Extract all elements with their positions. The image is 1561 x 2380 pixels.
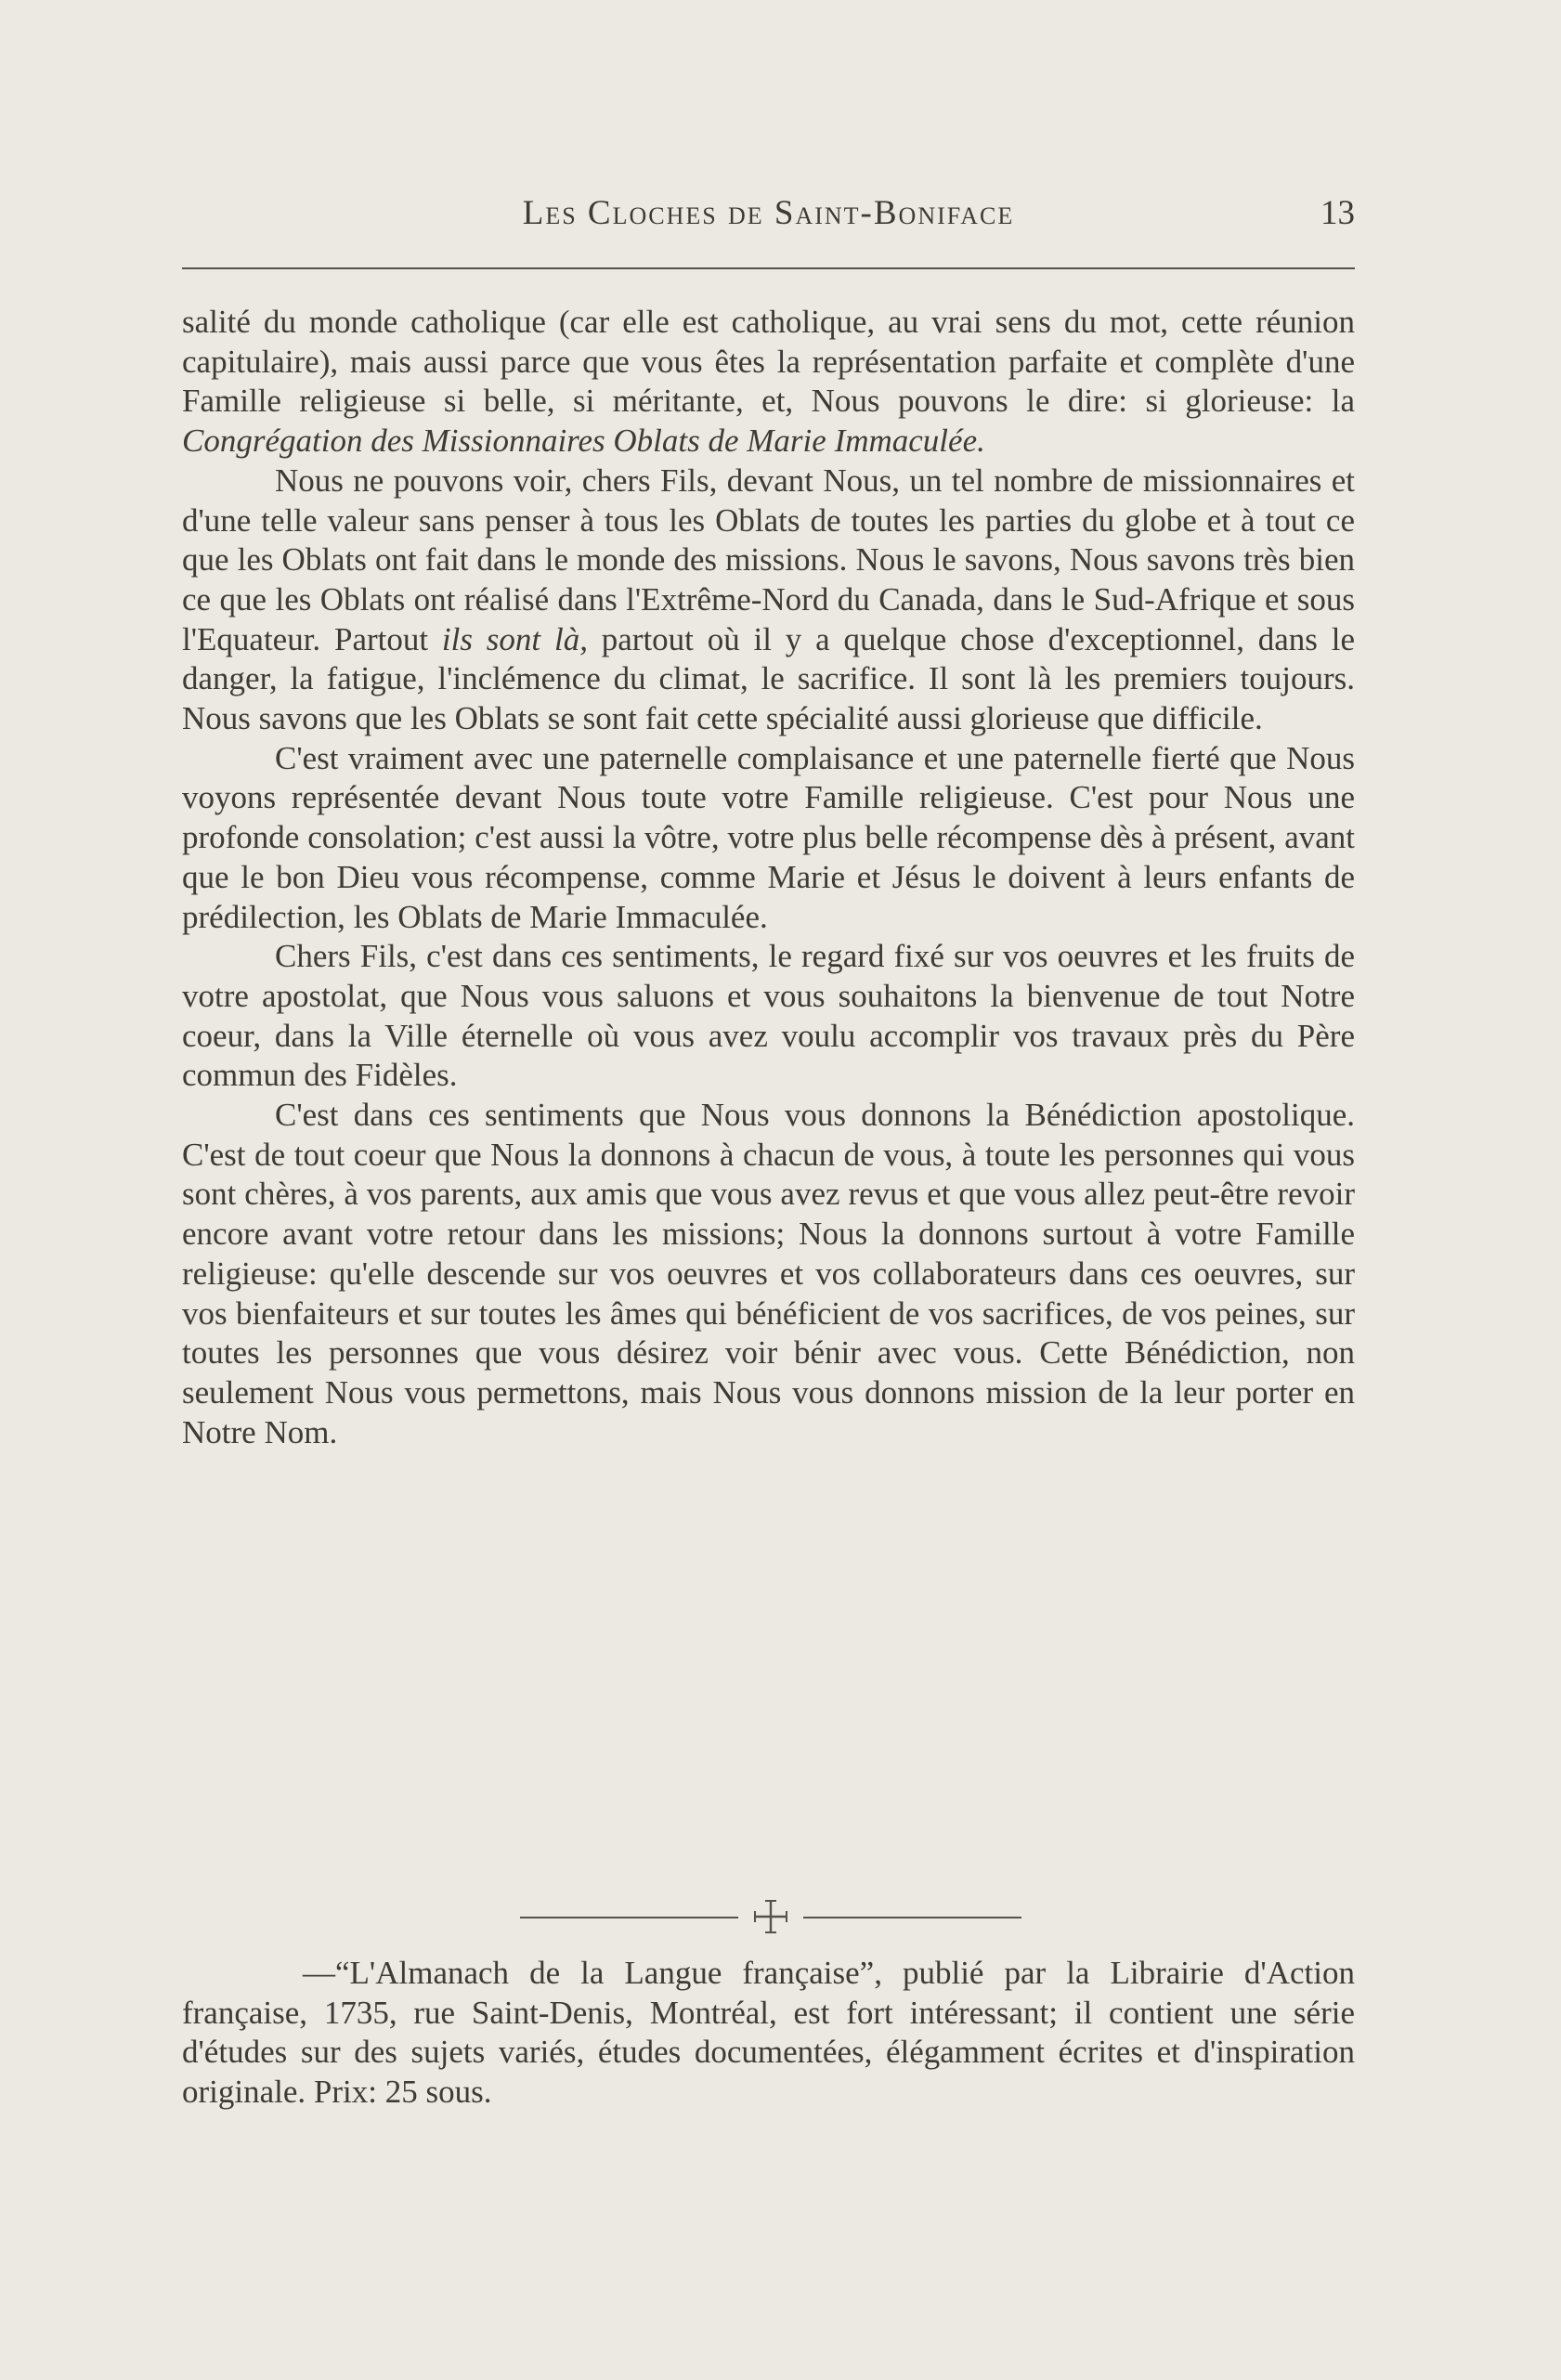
paragraph-2-end: partout où il y a quelque chose d'exceptionnel, dans le danger, la fatigue, l'inclémence du climat, le sacrifice. Il sont là les premiers toujours. Nous savons que les Oblats se sont fait cette spécialité aussi glorieuse que difficile.: [182, 620, 1356, 737]
paragraph-5: C'est dans ces sentiments que Nous vous donnons la Bénédiction apostolique. C'est de tout coeur que Nous la donnons à chacun de vous, à toute les personnes qui vous sont chères, à vos parents, aux amis que vous avez revus et que vous allez peut-être revoir encore avant votre retour dans les missions; Nous la donnons surtout à votre Famille religieuse: qu'elle descende sur vos oeuvres et vos collaborateurs dans ces oeuvres, sur vos bienfaiteurs et sur toutes les âmes qui bénéficient de vos sacrifices, de vos peines, sur toutes les personnes que vous désirez voir bénir avec vous. Cette Bénédiction, non seulement Nous vous permettons, mais Nous vous donnons mission de la leur porter en Notre Nom.: [182, 1097, 1355, 1450]
running-title: Les Cloches de Saint-Boniface: [522, 194, 1015, 232]
paragraph-3: C'est vraiment avec une paternelle complaisance et une paternelle fierté que Nous voyons représentée devant Nous toute votre Famille religieuse. C'est pour Nous une profonde consolation; c'est aussi la vôtre, votre plus belle récompense dès à présent, avant que le bon Dieu vous récompense, comme Marie et Jésus le doivent à leurs enfants de prédilection, les Oblats de Marie Immaculée.: [182, 739, 1355, 935]
paragraph-2: [182, 462, 1355, 739]
paragraph-1: [182, 303, 1355, 462]
paragraph-1-text: salité du monde catholique (car elle est catholique, au vrai sens du mot, cette réunion capitulaire), mais aussi parce que vous êtes la représentation parfaite et complète d'une Famille religieuse si belle, si méritante, et, Nous pouvons le dire: si glorieuse: la: [182, 304, 1355, 420]
cross-ornament-icon: [752, 1898, 789, 1935]
paragraph-2-italic: ils sont là,: [441, 620, 588, 657]
main-text: [182, 303, 1355, 1452]
paragraph-4: Chers Fils, c'est dans ces sentiments, le regard fixé sur vos oeuvres et les fruits de votre apostolat, que Nous vous saluons et vous souhaitons la bienvenue de tout Notre coeur, dans la Ville éternelle où vous avez voulu accomplir vos travaux près du Père commun des Fidèles.: [182, 938, 1355, 1094]
section-separator: [520, 1898, 1021, 1935]
separator-line-left: [520, 1917, 738, 1918]
paragraph-2-text: Nous ne pouvons voir, chers Fils, devant Nous, un tel nombre de missionnaires et d'une telle valeur sans penser à tous les Oblats de toutes les parties du globe et à tout ce que les Oblats ont fait dans le monde des missions. Nous le savons, Nous savons très bien ce que les Oblats ont réalisé dans l'Extrême-Nord du Canada, dans le Sud-Afrique et sous l'Equateur. Partout: [182, 462, 1355, 657]
congregation-name: Congrégation des Missionnaires Oblats de Marie Immaculée.: [182, 423, 985, 460]
separator-line-right: [803, 1917, 1021, 1918]
note-paragraph: —“L'Almanach de la Langue française”, publié par la Librairie d'Action française, 1735, rue Saint-Denis, Montréal, est fort intéressant; il contient une série d'études sur des sujets variés, études documentées, élégamment écrites et d'inspiration originale. Prix: 25 sous.: [182, 1955, 1355, 2111]
almanach-note: [182, 1954, 1355, 2113]
page-header: [182, 193, 1355, 240]
header-rule: [182, 267, 1355, 269]
page-number: 13: [1320, 194, 1355, 232]
